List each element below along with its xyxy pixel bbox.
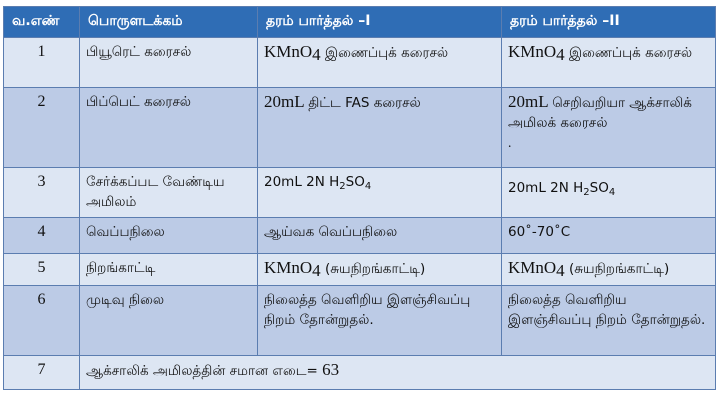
acid-volume: 20mL 2N H: [264, 174, 340, 190]
header-serial: வ.எண்: [4, 7, 80, 38]
titration-1-cell: [258, 38, 502, 88]
subscript: 4: [608, 187, 616, 198]
header-row: [4, 7, 716, 38]
header-content: பொருளடக்கம்: [80, 7, 258, 38]
formula: KMnO: [508, 258, 557, 277]
titration-2-cell: [502, 254, 716, 286]
titration-1-cell: நிலைத்த வெளிறிய இளஞ்சிவப்பு நிறம் தோன்றுதல்.: [258, 286, 502, 356]
acid-volume: 20mL 2N H: [508, 180, 584, 196]
table-row: [4, 286, 716, 356]
titration-1-cell: [258, 88, 502, 168]
titration-2-cell: [502, 168, 716, 218]
cell-text: திட்ட FAS கரைசல்: [308, 95, 421, 111]
table-row: [4, 88, 716, 168]
cell-text: (சுயநிறங்காட்டி): [564, 261, 670, 277]
row-content: சேர்க்கப்பட வேண்டிய அமிலம்: [80, 168, 258, 218]
row-number: 2: [4, 88, 80, 168]
table-row: [4, 38, 716, 88]
acid-formula: SO: [345, 174, 365, 190]
row-number: 3: [4, 168, 80, 218]
row-content: பியூரெட் கரைசல்: [80, 38, 258, 88]
volume: 20mL: [264, 92, 309, 111]
row-number: 6: [4, 286, 80, 356]
cell-text: இணைப்புக் கரைசல்: [564, 45, 693, 61]
titration-2-cell: 60˚-70˚C: [502, 218, 716, 254]
cell-text: இணைப்புக் கரைசல்: [320, 45, 449, 61]
formula: KMnO: [264, 258, 313, 277]
subscript: 4: [364, 181, 372, 192]
row-number: 5: [4, 254, 80, 286]
titration-2-cell: நிலைத்த வெளிறிய இளஞ்சிவப்பு நிறம் தோன்றுதல்.: [502, 286, 716, 356]
titration-1-cell: [258, 254, 502, 286]
table-row: [4, 356, 716, 390]
header-titration-1: தரம் பார்த்தல் –I: [258, 7, 502, 38]
equivalent-weight-cell: [80, 356, 716, 390]
formula: KMnO: [508, 42, 557, 61]
titration-2-cell: [502, 88, 716, 168]
subscript: 4: [312, 261, 321, 280]
cell-text: (சுயநிறங்காட்டி): [320, 261, 426, 277]
subscript: 2: [583, 187, 590, 198]
titration-2-cell: [502, 38, 716, 88]
row-content: நிறங்காட்டி: [80, 254, 258, 286]
acid-formula: SO: [589, 180, 609, 196]
titration-table: [3, 6, 716, 390]
row-content: வெப்பநிலை: [80, 218, 258, 254]
header-titration-2: தரம் பார்த்தல் –II: [502, 7, 716, 38]
row-content: முடிவு நிலை: [80, 286, 258, 356]
subscript: 4: [556, 261, 565, 280]
formula: KMnO: [264, 42, 313, 61]
trailing-dot: .: [508, 135, 512, 150]
titration-1-cell: [258, 168, 502, 218]
table-row: [4, 254, 716, 286]
subscript: 4: [556, 45, 565, 64]
titration-1-cell: ஆய்வக வெப்பநிலை: [258, 218, 502, 254]
equivalent-weight-label: ஆக்சாலிக் அமிலத்தின் சமான எடை=: [86, 363, 323, 379]
row-number: 7: [4, 356, 80, 390]
subscript: 4: [312, 45, 321, 64]
table-row: [4, 168, 716, 218]
row-content: பிப்பெட் கரைசல்: [80, 88, 258, 168]
subscript: 2: [339, 181, 346, 192]
table-row: [4, 218, 716, 254]
cell-text: செறிவறியா ஆக்சாலிக் அமிலக் கரைசல்: [508, 95, 692, 131]
row-number: 4: [4, 218, 80, 254]
equivalent-weight-value: 63: [322, 360, 340, 379]
row-number: 1: [4, 38, 80, 88]
volume: 20mL: [508, 92, 553, 111]
